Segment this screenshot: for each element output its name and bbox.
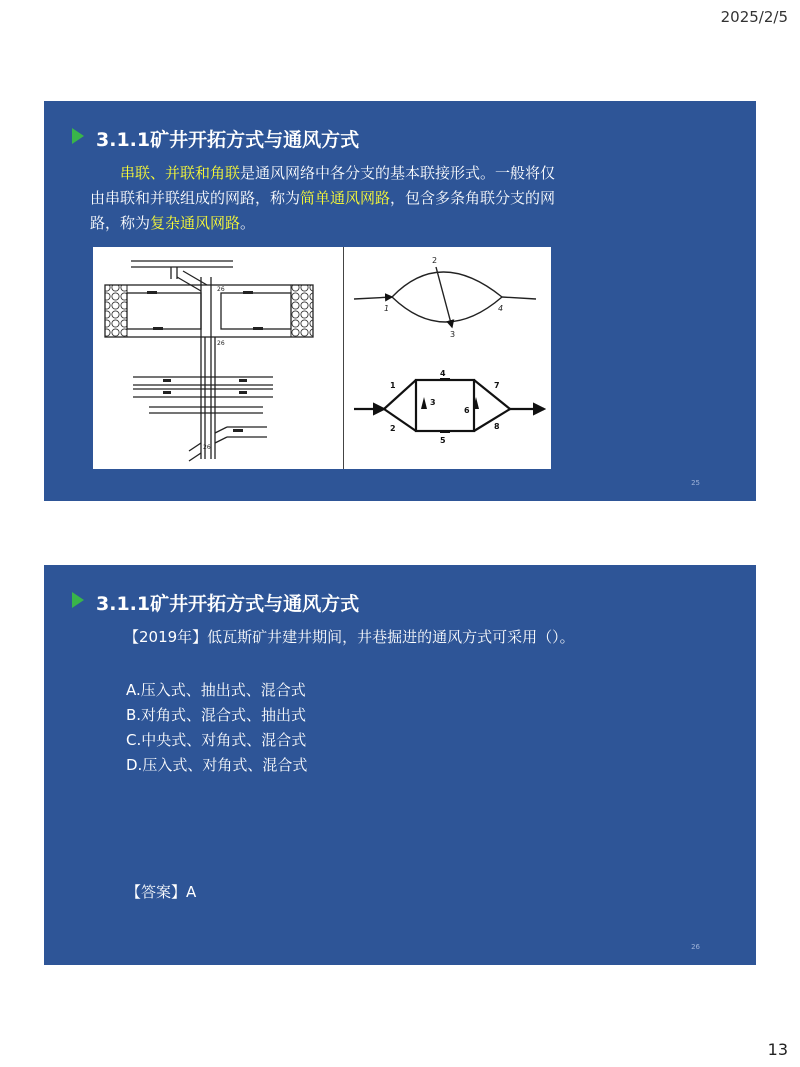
branch-label: 2 [390, 424, 396, 433]
mine-label: 26 [217, 340, 225, 347]
question-text [78, 625, 578, 650]
highlight-term: 简单通风网路 [300, 189, 391, 207]
branch-label: 8 [494, 422, 500, 431]
ventilation-figure [93, 247, 551, 469]
answer-text: 【答案】A [126, 883, 197, 901]
mine-label: 26 [203, 444, 211, 451]
node-label: 4 [498, 304, 504, 313]
slide-number: 26 [691, 943, 700, 951]
highlight-term: 串联、并联和角联 [120, 164, 241, 182]
slide-26 [44, 565, 756, 965]
slide-25 [44, 101, 756, 501]
mine-layout-diagram [93, 247, 343, 469]
print-date: 2025/2/5 [720, 8, 788, 26]
branch-label: 7 [494, 381, 500, 390]
option-c: C.中央式、对角式、混合式 [126, 731, 307, 749]
mine-label: 26 [217, 286, 225, 293]
highlight-term: 复杂通风网路 [150, 214, 241, 232]
body-text: ，包含多条角联分支的网路，称为 [90, 189, 556, 232]
branch-label: 3 [430, 398, 436, 407]
body-text: 是通风网络中各分支的基本联接形式。一般将仅由串联和并联组成的网路，称为 [90, 164, 556, 207]
option-d: D.压入式、对角式、混合式 [126, 756, 308, 774]
branch-label: 4 [440, 369, 446, 378]
branch-label: 1 [390, 381, 396, 390]
slide-number: 25 [691, 479, 700, 487]
slide-title [96, 125, 359, 152]
option-b: B.对角式、混合式、抽出式 [126, 706, 307, 724]
branch-label: 5 [440, 436, 446, 445]
ventilation-network-diagram [344, 247, 551, 469]
bullet-arrow-icon [72, 128, 84, 144]
body-text: 。 [240, 214, 256, 232]
body-paragraph [90, 161, 570, 236]
node-label: 1 [384, 304, 390, 313]
question-body: 【2019年】低瓦斯矿井建井期间，井巷掘进的通风方式可采用（）。 [124, 628, 575, 646]
slide-title [96, 589, 359, 616]
node-label: 3 [450, 330, 456, 339]
slide-title-text: 3.1.1矿井开拓方式与通风方式 [96, 593, 360, 615]
slide-title-text: 3.1.1矿井开拓方式与通风方式 [96, 129, 360, 151]
page-number: 13 [767, 1040, 788, 1059]
branch-label: 6 [464, 406, 470, 415]
bullet-arrow-icon [72, 592, 84, 608]
option-a: A.压入式、抽出式、混合式 [126, 681, 306, 699]
node-label: 2 [432, 256, 438, 265]
